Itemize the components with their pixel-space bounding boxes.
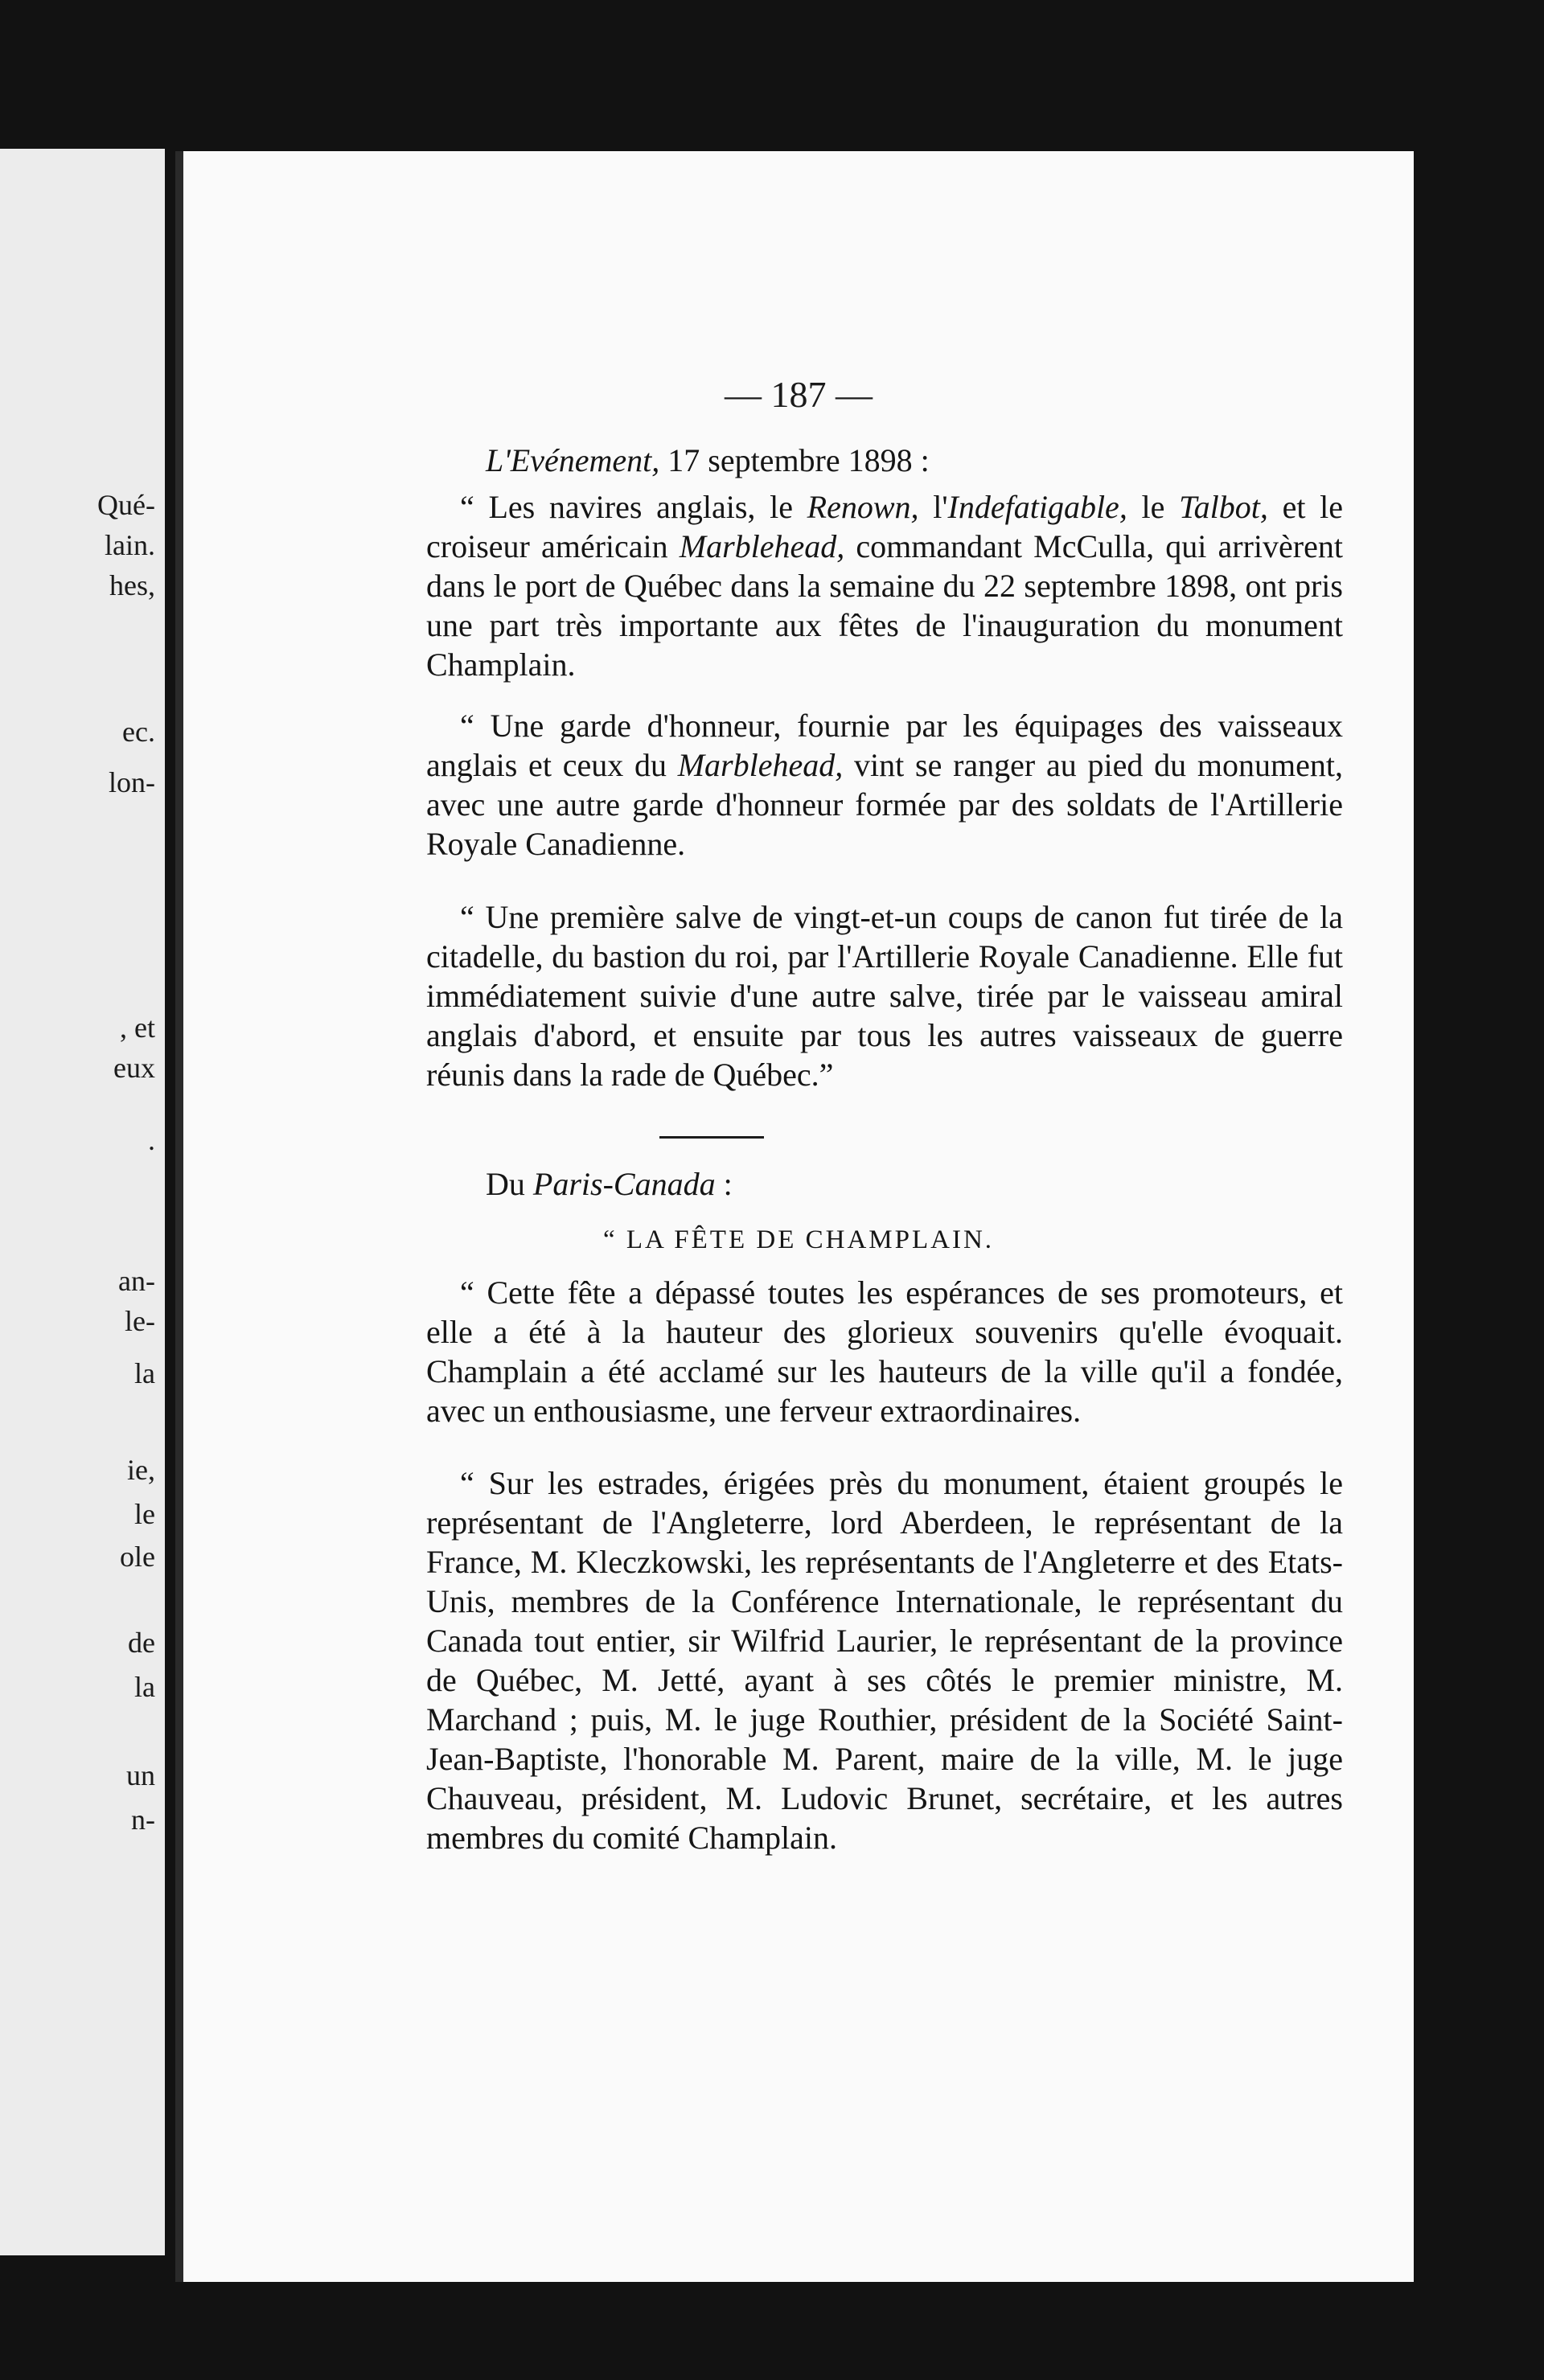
paragraph-2	[426, 706, 1343, 864]
left-page-text-fragment: de	[128, 1627, 155, 1659]
ship-name: Marblehead,	[677, 747, 844, 783]
left-page-text-fragment: , et	[120, 1012, 155, 1044]
paragraph-3: “ Une première salve de vingt-et-un coups de canon fut tirée de la citadelle, du bastion du roi, par l'Artillerie Royale Canadienne. Elle fut immédiatement suivie d'une autre salve, tirée par le vaisseau amiral anglais d'abord, et ensuite par tous les autres vaisseaux de guerre réunis dans la rade de Québec.”	[426, 899, 1343, 1093]
left-page-text-fragment: hes,	[109, 569, 155, 601]
left-page-text-fragment: la	[134, 1357, 155, 1389]
ship-name: Marblehead,	[679, 528, 845, 564]
text-run: Du	[486, 1166, 533, 1202]
left-page-text-fragment: .	[148, 1124, 155, 1156]
text-run: :	[715, 1166, 733, 1202]
source-line-evenement	[426, 441, 1343, 480]
left-page-text-fragment: eux	[113, 1052, 155, 1084]
left-page-text-fragment: un	[126, 1759, 155, 1791]
paragraph-1	[426, 487, 1343, 684]
left-page-text-fragment: Qué-	[97, 489, 155, 521]
ship-name: Talbot,	[1179, 489, 1268, 525]
left-page-text-fragment: ole	[120, 1541, 155, 1573]
text-run: “ Les navires anglais, le	[460, 489, 807, 525]
ship-name: Indefatigable,	[947, 489, 1127, 525]
source-date: 17 septembre 1898 :	[667, 442, 930, 478]
text-run: l'	[918, 489, 948, 525]
left-page-text-fragment: lain.	[105, 529, 155, 561]
left-page-text-fragment: lon-	[109, 766, 155, 798]
left-page-text-fragment: le-	[125, 1305, 155, 1337]
book-page	[175, 151, 1414, 2282]
paragraph-4: “ Cette fête a dépassé toutes les espérances de ses promoteurs, et elle a été à la hauteur des glorieux souvenirs qu'elle évoquait. Champlain a été acclamé sur les hauteurs de la ville qu'il a fondée, avec un enthousiasme, une ferveur extraordinaires.	[426, 1274, 1343, 1429]
source-title: Paris-Canada	[532, 1166, 716, 1202]
text-run: “ Une garde d'honneur, fournie par les équipages des vaisseaux anglais et ceux du	[426, 708, 1343, 783]
ship-name: Renown,	[807, 489, 919, 525]
left-page-text-fragment: ie,	[127, 1454, 155, 1486]
left-page-text-fragment: la	[134, 1671, 155, 1703]
section-heading: “ LA FÊTE DE CHAMPLAIN.	[602, 1225, 995, 1254]
text-run: le	[1127, 489, 1180, 525]
text-run: et le croiseur américain	[426, 489, 1343, 564]
left-page-edge	[0, 149, 165, 2255]
source-title: L'Evénement,	[486, 442, 660, 478]
left-page-text-fragment: n-	[131, 1803, 155, 1836]
section-divider	[659, 1136, 764, 1139]
left-page-text-fragment: ec.	[122, 716, 155, 748]
left-page-text-fragment: an-	[118, 1265, 155, 1297]
text-run: vint se ranger au pied du monument, avec une autre garde d'honneur formée par des soldats de l'Artillerie Royale Canadienne.	[426, 747, 1343, 862]
paragraph-5: “ Sur les estrades, érigées près du monument, étaient groupés le représentant de l'Angleterre, lord Aberdeen, le représentant de la France, M. Kleczkowski, les représentants de l'Angleterre et des Etats-Unis, membres de la Conférence Internationale, le représentant du Canada tout entier, sir Wilfrid Laurier, le représentant de la province de Québec, M. Jetté, ayant à ses côtés le premier ministre, M. Marchand ; puis, M. le juge Routhier, président de la Société Saint-Jean-Baptiste, l'honorable M. Parent, maire de la ville, M. le juge Chauveau, président, M. Ludovic Brunet, secrétaire, et les autres membres du comité Champlain.	[426, 1465, 1343, 1856]
page-number: — 187 —	[725, 374, 873, 415]
left-page-text-fragment: le	[134, 1498, 155, 1530]
source-line-paris-canada	[426, 1164, 1343, 1204]
text-run: commandant McCulla, qui arrivèrent dans le port de Québec dans la semaine du 22 septembre 1898, ont pris une part très importante aux fêtes de l'inauguration du monument Champlain.	[426, 528, 1343, 683]
